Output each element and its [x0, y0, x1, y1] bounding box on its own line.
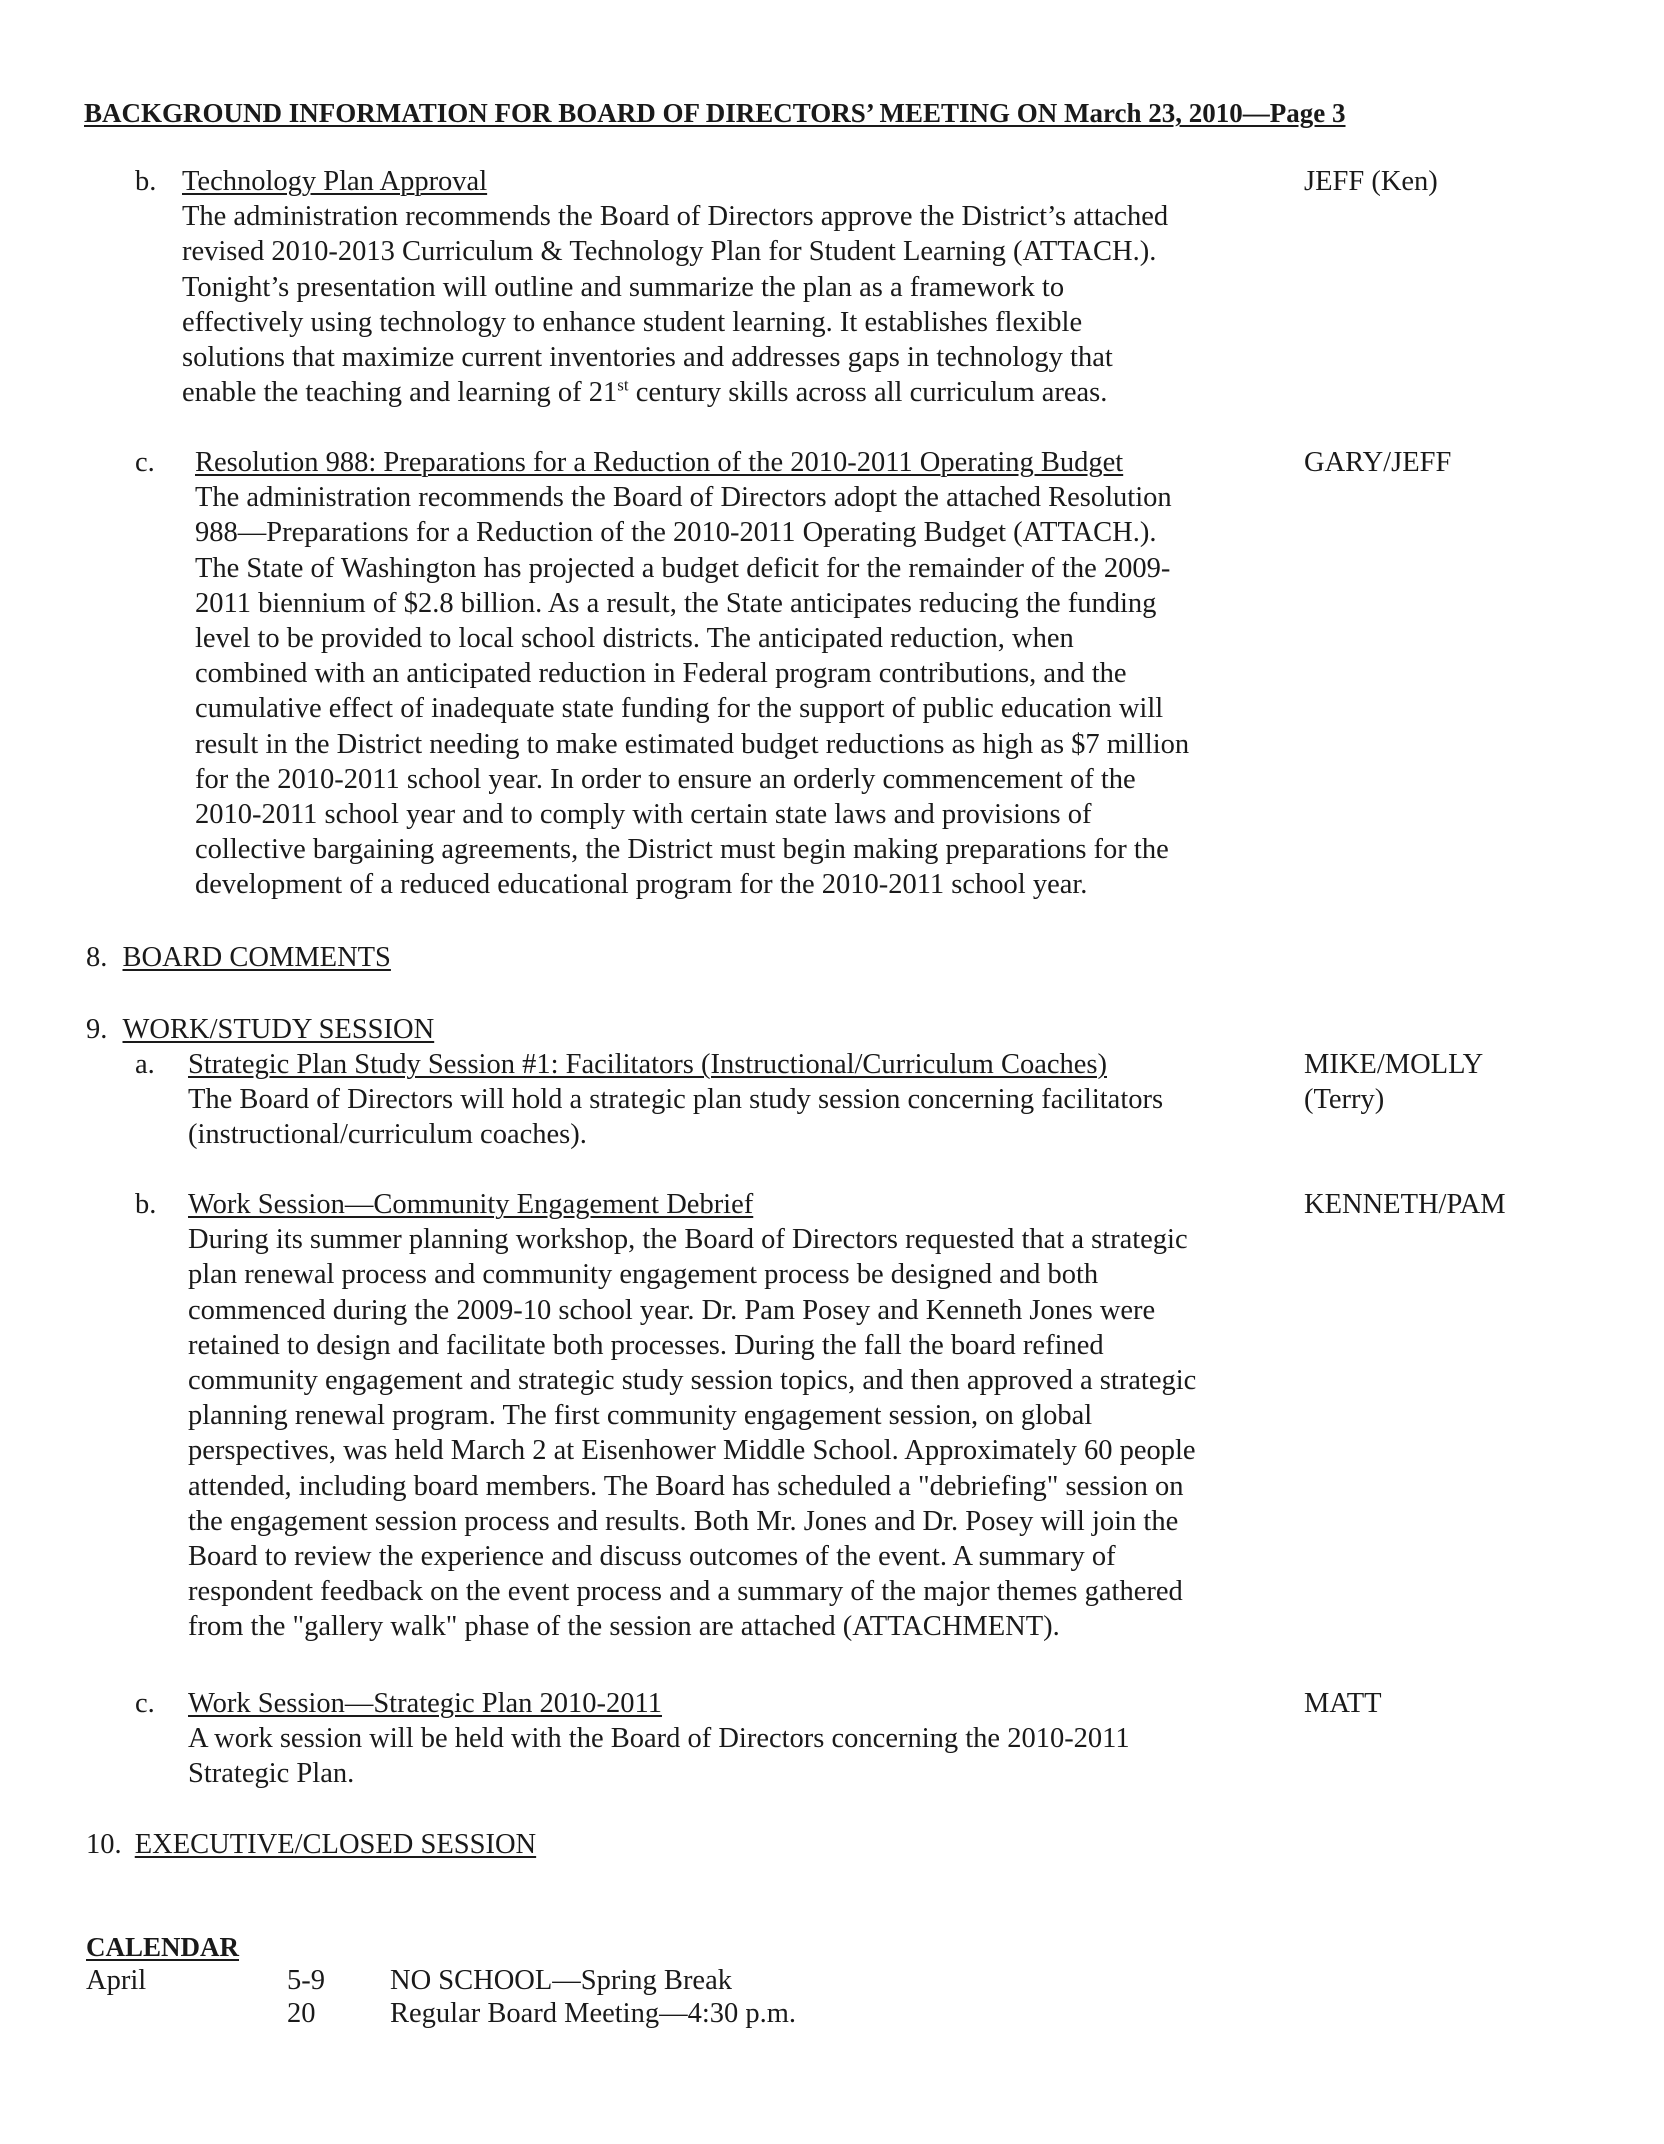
item-title: Strategic Plan Study Session #1: Facilitators (Instructional/Curriculum Coaches)	[188, 1049, 1107, 1080]
body-line: During its summer planning workshop, the Board of Directors requested that a strategic	[188, 1224, 1188, 1256]
item-body	[188, 1686, 1130, 1792]
section-number: 10.	[86, 1829, 122, 1860]
calendar-date: 20	[287, 1998, 316, 2029]
body-line: community engagement and strategic study session topics, and then approved a strategic	[188, 1365, 1197, 1397]
body-text: enable the teaching and learning of 21	[182, 377, 618, 409]
body-line: The State of Washington has projected a budget deficit for the remainder of the 2009-	[195, 552, 1171, 584]
presenter: MIKE/MOLLY	[1304, 1049, 1484, 1080]
section-work-study	[86, 1012, 434, 1047]
body-line: A work session will be held with the Board of Directors concerning the 2010-2011	[188, 1723, 1130, 1755]
body-line: revised 2010-2013 Curriculum & Technology Plan for Student Learning (ATTACH.).	[182, 236, 1157, 268]
calendar-event: NO SCHOOL—Spring Break	[390, 1965, 732, 1996]
body-line: The administration recommends the Board of Directors adopt the attached Resolution	[195, 482, 1172, 514]
section-executive-session	[86, 1827, 536, 1862]
body-line: attended, including board members. The Board has scheduled a "debriefing" session on	[188, 1470, 1184, 1502]
body-line: 2010-2011 school year and to comply with certain state laws and provisions of	[195, 799, 1092, 831]
item-body	[188, 1187, 1196, 1645]
ordinal-suffix: st	[617, 375, 629, 395]
body-line: 2011 biennium of $2.8 billion. As a result, the State anticipates reducing the funding	[195, 587, 1157, 619]
item-title: Technology Plan Approval	[182, 166, 488, 197]
item-marker: c.	[135, 447, 155, 478]
calendar-event: Regular Board Meeting—4:30 p.m.	[390, 1998, 797, 2029]
body-line: perspectives, was held March 2 at Eisenhower Middle School. Approximately 60 people	[188, 1435, 1196, 1467]
item-title: Work Session—Community Engagement Debrief	[188, 1189, 754, 1220]
body-line: the engagement session process and results. Both Mr. Jones and Dr. Posey will join the	[188, 1505, 1179, 1537]
body-line: retained to design and facilitate both processes. During the fall the board refined	[188, 1329, 1104, 1361]
presenter: (Terry)	[1304, 1084, 1385, 1115]
body-line	[182, 375, 1168, 410]
item-marker: b.	[135, 166, 157, 197]
presenter: MATT	[1304, 1688, 1382, 1719]
item-body	[182, 164, 1168, 410]
item-title: Resolution 988: Preparations for a Reduction of the 2010-2011 Operating Budget	[195, 447, 1124, 478]
presenter: JEFF (Ken)	[1304, 166, 1438, 197]
body-line: Strategic Plan.	[188, 1758, 355, 1790]
body-line: result in the District needing to make estimated budget reductions as high as $7 million	[195, 728, 1190, 760]
item-marker: a.	[135, 1049, 155, 1080]
calendar-date: 5-9	[287, 1965, 325, 1996]
section-number: 8.	[86, 942, 108, 973]
section-title: WORK/STUDY SESSION	[122, 1014, 435, 1045]
section-number: 9.	[86, 1014, 108, 1045]
body-line: for the 2010-2011 school year. In order to ensure an orderly commencement of the	[195, 763, 1136, 795]
body-line: solutions that maximize current inventories and addresses gaps in technology that	[182, 342, 1113, 374]
body-line: commenced during the 2009-10 school year. Dr. Pam Posey and Kenneth Jones were	[188, 1294, 1156, 1326]
body-line: The Board of Directors will hold a strategic plan study session concerning facilitators	[188, 1084, 1164, 1116]
body-line: combined with an anticipated reduction in Federal program contributions, and the	[195, 658, 1127, 690]
item-marker: c.	[135, 1688, 155, 1719]
body-line: plan renewal process and community engagement process be designed and both	[188, 1259, 1099, 1291]
section-title: EXECUTIVE/CLOSED SESSION	[134, 1829, 537, 1860]
body-line: Board to review the experience and discuss outcomes of the event. A summary of	[188, 1541, 1116, 1573]
presenter: GARY/JEFF	[1304, 447, 1452, 478]
section-title: BOARD COMMENTS	[122, 942, 391, 973]
body-line: development of a reduced educational program for the 2010-2011 school year.	[195, 869, 1088, 901]
body-line: Tonight’s presentation will outline and summarize the plan as a framework to	[182, 271, 1065, 303]
calendar-heading: CALENDAR	[86, 1932, 240, 1962]
body-line: respondent feedback on the event process and a summary of the major themes gathered	[188, 1576, 1183, 1608]
item-body	[188, 1047, 1163, 1153]
item-body	[195, 445, 1189, 903]
calendar-month: April	[86, 1965, 147, 1996]
body-line: cumulative effect of inadequate state funding for the support of public education will	[195, 693, 1164, 725]
section-board-comments	[86, 940, 391, 975]
body-line: (instructional/curriculum coaches).	[188, 1119, 587, 1151]
item-marker: b.	[135, 1189, 157, 1220]
body-line: effectively using technology to enhance student learning. It establishes flexible	[182, 306, 1083, 338]
body-line: planning renewal program. The first community engagement session, on global	[188, 1400, 1093, 1432]
body-line: from the "gallery walk" phase of the session are attached (ATTACHMENT).	[188, 1611, 1060, 1643]
presenter: KENNETH/PAM	[1304, 1189, 1506, 1220]
body-line: level to be provided to local school districts. The anticipated reduction, when	[195, 623, 1074, 655]
body-line: collective bargaining agreements, the District must begin making preparations for the	[195, 834, 1169, 866]
body-line: The administration recommends the Board of Directors approve the District’s attached	[182, 201, 1169, 233]
body-line: 988—Preparations for a Reduction of the 2010-2011 Operating Budget (ATTACH.).	[195, 517, 1157, 549]
page-header: BACKGROUND INFORMATION FOR BOARD OF DIRECTORS’ MEETING ON March 23, 2010—Page 3	[84, 98, 1346, 128]
body-text: century skills across all curriculum areas.	[628, 377, 1108, 409]
item-title: Work Session—Strategic Plan 2010-2011	[188, 1688, 662, 1719]
